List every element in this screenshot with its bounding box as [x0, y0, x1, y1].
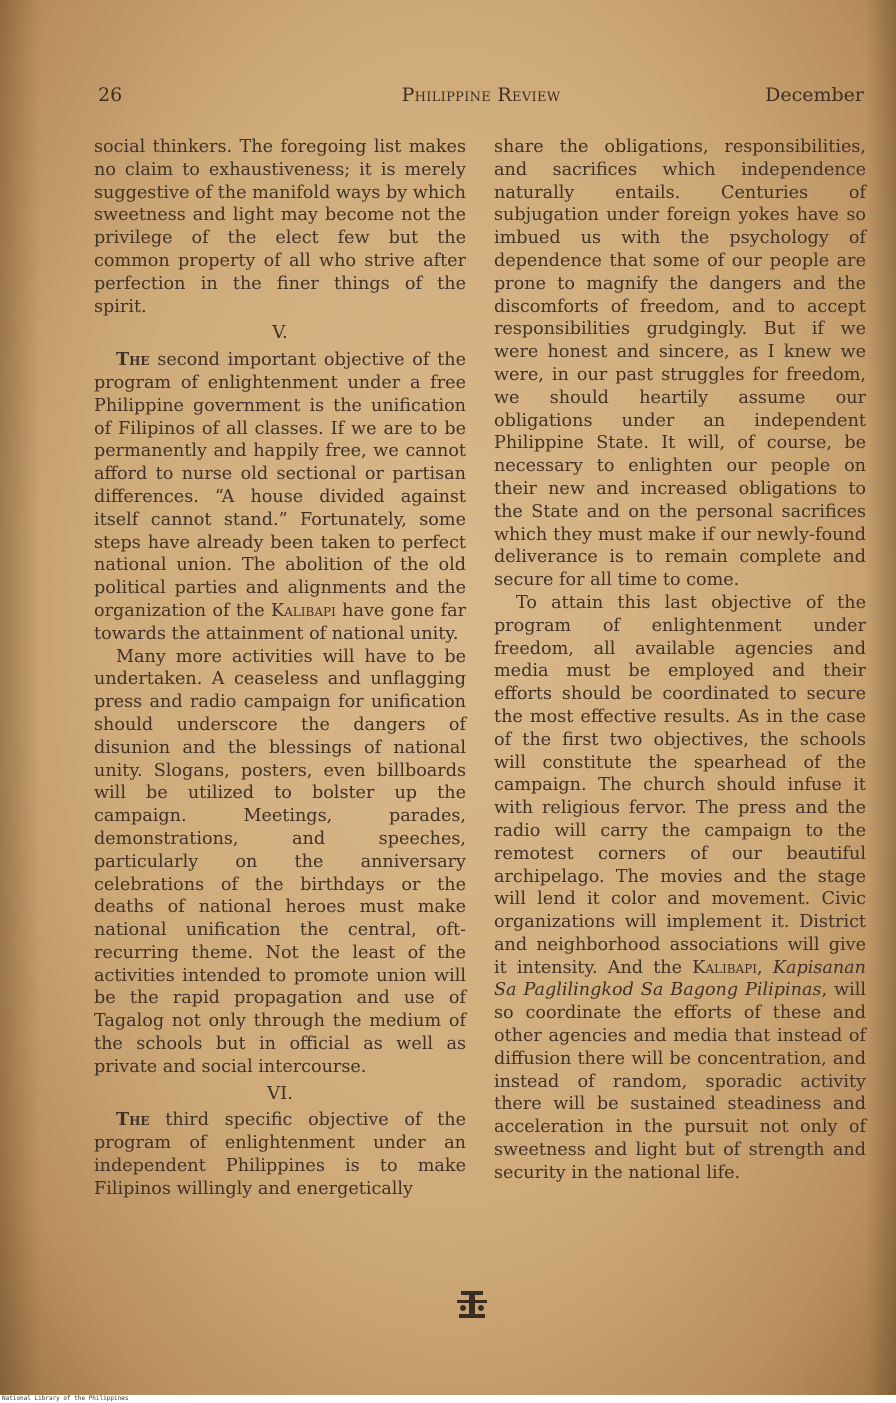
page-number: 26: [98, 84, 123, 106]
tagalog-name: Kapisanan Sa Paglilingkod Sa Bagong Pilipinas: [494, 957, 867, 1001]
section-heading-vi: VI.: [267, 1082, 293, 1104]
left-column: [94, 136, 466, 1201]
paragraph: social thinkers. The foregoing list makes no claim to exhaustiveness; it is merely suggestive of the manifold ways by which sweetness and light may become not the privilege of the elect few but the common property of all who strive after perfection in the finer things of the spirit.: [94, 137, 466, 317]
kalibapi-name: Kalibapi: [271, 600, 336, 621]
end-ornament-icon: [454, 1288, 490, 1324]
running-header: [98, 84, 864, 114]
page-edge-shadow-right: [866, 0, 896, 1395]
paragraph: The third specific objective of the program of enlightenment under an independent Philippines is to make Filipinos willingly and energetically: [94, 1109, 466, 1199]
paragraph: Many more activities will have to be undertaken. A ceaseless and unflagging press and radio campaign for unification should underscore the dangers of disunion and the blessings of national unity. Slogans, posters, even billboards will be utilized to bolster up the campaign. Meetings, parades, demonstrations, and speeches, particularly on the anniversary celebrations of the birthdays or the deaths of national heroes must make national unification the central, oft-recurring theme. Not the least of the activities intended to promote union will be the rapid propagation and use of Tagalog not only through the medium of the schools but in official as well as private and social intercourse.: [94, 646, 466, 1077]
issue-month: December: [765, 84, 864, 106]
paragraph: share the obligations, responsibilities, and sacrifices which independence naturally entails. Centuries of subjugation under foreign yokes have so imbued us with the psychology of dependence that some of our people are prone to magnify the dangers and the discomforts of freedom, and to accept responsibilities grudgingly. But if we were honest and sincere, as I knew we were, in our past struggles for freedom, we should heartily assume our obligations under an independent Philippine State. It will, of course, be necessary to enlighten our people on their new and increased obligations to the State and on the personal sacrifices which they must make if our newly-found deliverance is to remain complete and secure for all time to come.: [494, 137, 866, 591]
kalibapi-name: Kalibapi: [692, 957, 758, 978]
footer-strip: [0, 1395, 896, 1403]
paragraph: The second important objective of the program of enlightenment under a free Philippine government is the unification of Filipinos of all classes. If we are to be permanently and happily free, we cannot afford to nurse old sectional or partisan differences. “A house divided against itself cannot stand.” Fortunately, some steps have already been taken to perfect national union. The abolition of the old political parties and alignments and the organization of the Kalibapi have gone far towards the attainment of national unity.: [94, 349, 466, 644]
page-edge-shadow-left: [0, 0, 40, 1395]
lead-word: The: [116, 1109, 150, 1131]
section-heading-v: V.: [272, 322, 288, 344]
right-column: [494, 136, 866, 1185]
paragraph: To attain this last objective of the program of enlightenment under freedom, all available agencies and media must be employed and their efforts should be coordinated to secure the most effective results. As in the case of the first two objectives, the schools will constitute the spearhead of the campaign. The church should infuse it with religious fervor. The press and the radio will carry the campaign to the remotest corners of our beautiful archipelago. The movies and the stage will lend it color and movement. Civic organizations will implement it. District and neighborhood associations will give it intensity. And the Kalibapi, Kapisanan Sa Paglilingkod Sa Bagong Pilipinas, will so coordinate the efforts of these and other agencies and media that instead of diffusion there will be concentration, and instead of random, sporadic activity there will be sustained steadiness and acceleration in the pursuit not only of sweetness and light but of strength and security in the national life.: [494, 592, 867, 1183]
lead-word: The: [116, 349, 150, 371]
library-credit: National Library of the Philippines: [2, 1395, 129, 1402]
journal-title: Philippine Review: [401, 84, 561, 106]
